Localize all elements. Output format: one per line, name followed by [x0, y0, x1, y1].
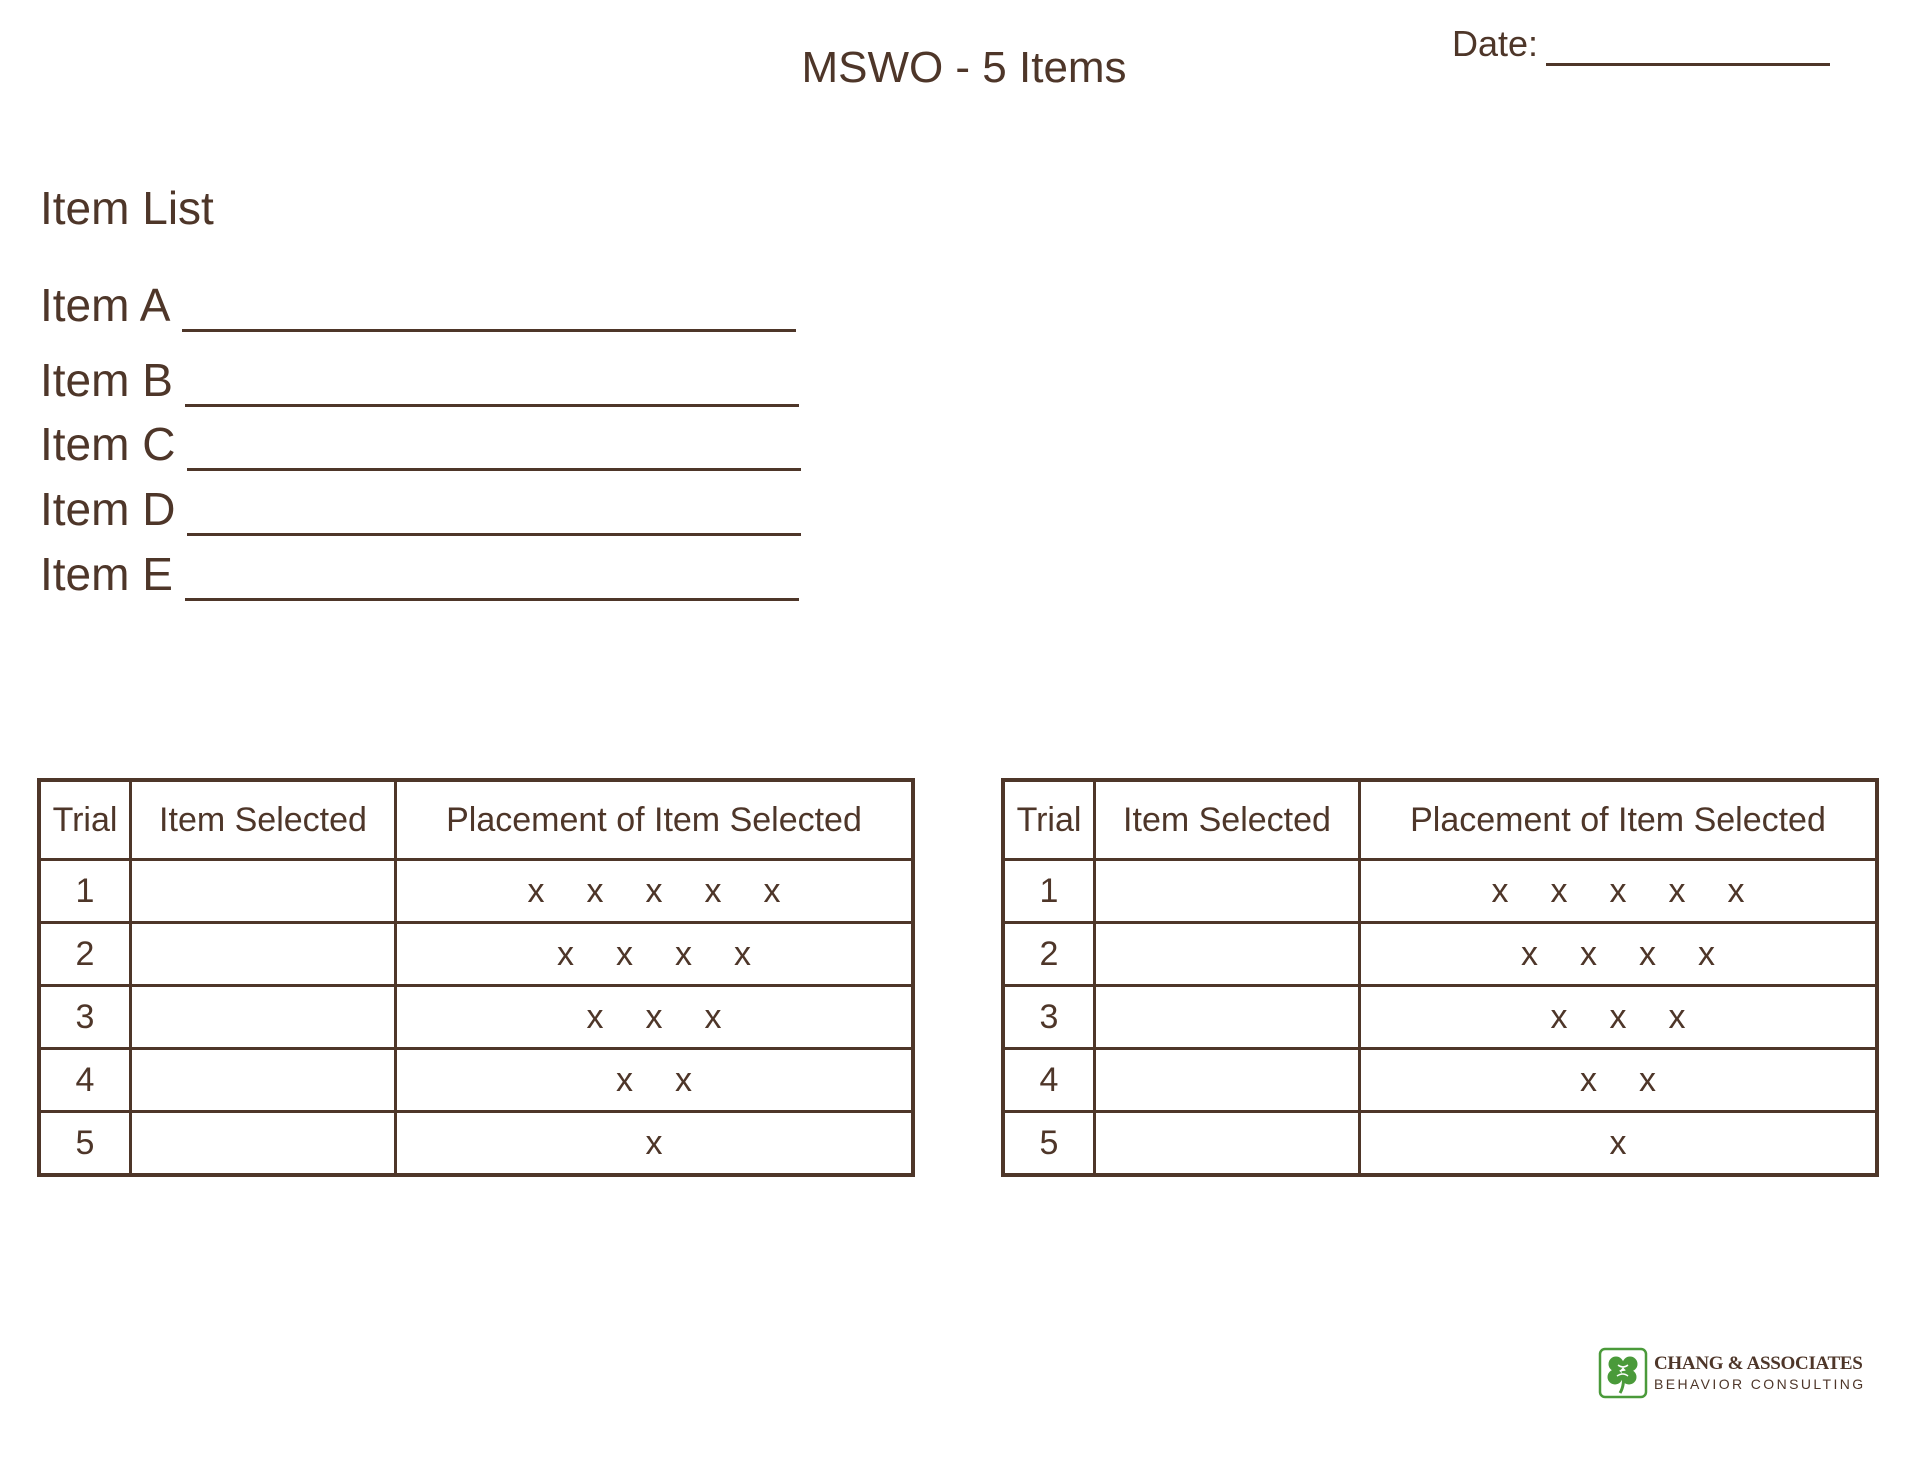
item-label: Item C [40, 418, 176, 470]
item-selected-cell[interactable] [131, 923, 396, 986]
placement-mark[interactable]: x [1521, 934, 1538, 973]
page-title: MSWO - 5 Items [801, 43, 1127, 92]
item-blank-line[interactable] [187, 491, 801, 536]
placement-mark[interactable]: x [1639, 1060, 1656, 1099]
placement-mark[interactable]: x [1580, 934, 1597, 973]
trial-column-header: Trial [1003, 780, 1095, 860]
placement-mark[interactable]: x [1668, 997, 1686, 1036]
placement-cell [396, 1049, 914, 1112]
trial-number-cell: 5 [1003, 1112, 1095, 1176]
table-row [39, 923, 913, 986]
placement-mark[interactable]: x [1639, 934, 1656, 973]
trial-number-cell: 2 [39, 923, 131, 986]
placement-column-header: Placement of Item Selected [396, 780, 914, 860]
placement-mark[interactable]: x [1609, 997, 1627, 1036]
trial-number-cell: 4 [39, 1049, 131, 1112]
item-selected-cell[interactable] [131, 1049, 396, 1112]
table-row [1003, 1049, 1877, 1112]
table-row [1003, 986, 1877, 1049]
trial-number-cell: 1 [39, 860, 131, 923]
trial-table-left [37, 778, 915, 1177]
placement-cell [1360, 1112, 1878, 1176]
table-row [1003, 923, 1877, 986]
table-header-row [39, 780, 913, 860]
table-body [39, 860, 913, 1176]
table-row [39, 1049, 913, 1112]
placement-mark[interactable]: x [1580, 1060, 1597, 1099]
item-selected-column-header: Item Selected [131, 780, 396, 860]
placement-mark[interactable]: x [704, 997, 722, 1036]
placement-mark[interactable]: x [527, 871, 545, 910]
trial-number-cell: 4 [1003, 1049, 1095, 1112]
logo-subtitle: BEHAVIOR CONSULTING [1654, 1376, 1866, 1392]
item-selected-column-header: Item Selected [1095, 780, 1360, 860]
item-selected-cell[interactable] [1095, 986, 1360, 1049]
item-row-e [40, 547, 799, 601]
item-label: Item A [40, 279, 171, 331]
placement-cell [396, 986, 914, 1049]
placement-cell [1360, 860, 1878, 923]
item-selected-cell[interactable] [1095, 923, 1360, 986]
placement-mark[interactable]: x [675, 1060, 692, 1099]
placement-mark[interactable]: x [557, 934, 574, 973]
trial-number-cell: 1 [1003, 860, 1095, 923]
item-label: Item E [40, 548, 173, 600]
placement-mark[interactable]: x [704, 871, 722, 910]
placement-mark[interactable]: x [1491, 871, 1509, 910]
placement-mark[interactable]: x [616, 934, 633, 973]
table-row [39, 1112, 913, 1176]
item-row-d [40, 482, 801, 536]
item-row-c [40, 417, 801, 471]
item-row-b [40, 353, 799, 407]
trial-number-cell: 3 [1003, 986, 1095, 1049]
placement-mark[interactable]: x [763, 871, 781, 910]
date-label: Date: [1452, 23, 1539, 64]
trial-number-cell: 3 [39, 986, 131, 1049]
item-selected-cell[interactable] [131, 986, 396, 1049]
table-header-row [1003, 780, 1877, 860]
table-row [1003, 860, 1877, 923]
item-blank-line[interactable] [185, 362, 799, 407]
placement-cell [1360, 1049, 1878, 1112]
placement-mark[interactable]: x [1609, 871, 1627, 910]
item-selected-cell[interactable] [1095, 1049, 1360, 1112]
table-row [39, 986, 913, 1049]
item-selected-cell[interactable] [1095, 1112, 1360, 1176]
placement-mark[interactable]: x [1727, 871, 1745, 910]
date-field [1452, 22, 1830, 66]
placement-mark[interactable]: x [675, 934, 692, 973]
placement-mark[interactable]: x [616, 1060, 633, 1099]
trial-number-cell: 2 [1003, 923, 1095, 986]
placement-mark[interactable]: x [1550, 997, 1568, 1036]
placement-mark[interactable]: x [1609, 1123, 1627, 1162]
clover-icon [1598, 1347, 1648, 1399]
company-logo [1598, 1347, 1866, 1399]
item-selected-cell[interactable] [131, 1112, 396, 1176]
placement-mark[interactable]: x [645, 871, 663, 910]
placement-mark[interactable]: x [1698, 934, 1715, 973]
placement-mark[interactable]: x [1550, 871, 1568, 910]
placement-mark[interactable]: x [734, 934, 751, 973]
trial-column-header: Trial [39, 780, 131, 860]
placement-column-header: Placement of Item Selected [1360, 780, 1878, 860]
placement-mark[interactable]: x [586, 871, 604, 910]
placement-mark[interactable]: x [586, 997, 604, 1036]
table-row [1003, 1112, 1877, 1176]
item-selected-cell[interactable] [1095, 860, 1360, 923]
item-blank-line[interactable] [187, 426, 801, 471]
placement-cell [396, 1112, 914, 1176]
table-row [39, 860, 913, 923]
trial-table-right [1001, 778, 1879, 1177]
trial-number-cell: 5 [39, 1112, 131, 1176]
item-selected-cell[interactable] [131, 860, 396, 923]
placement-mark[interactable]: x [1668, 871, 1686, 910]
logo-name: CHANG & ASSOCIATES [1654, 1353, 1863, 1374]
placement-cell [396, 860, 914, 923]
item-row-a [40, 278, 796, 332]
placement-mark[interactable]: x [645, 997, 663, 1036]
table-body [1003, 860, 1877, 1176]
date-blank-line[interactable] [1546, 29, 1830, 66]
item-label: Item D [40, 483, 176, 535]
placement-cell [396, 923, 914, 986]
item-label: Item B [40, 354, 173, 406]
placement-mark[interactable]: x [645, 1123, 663, 1162]
item-blank-line[interactable] [185, 556, 799, 601]
item-blank-line[interactable] [182, 287, 796, 332]
item-list-heading: Item List [40, 182, 214, 234]
placement-cell [1360, 923, 1878, 986]
placement-cell [1360, 986, 1878, 1049]
